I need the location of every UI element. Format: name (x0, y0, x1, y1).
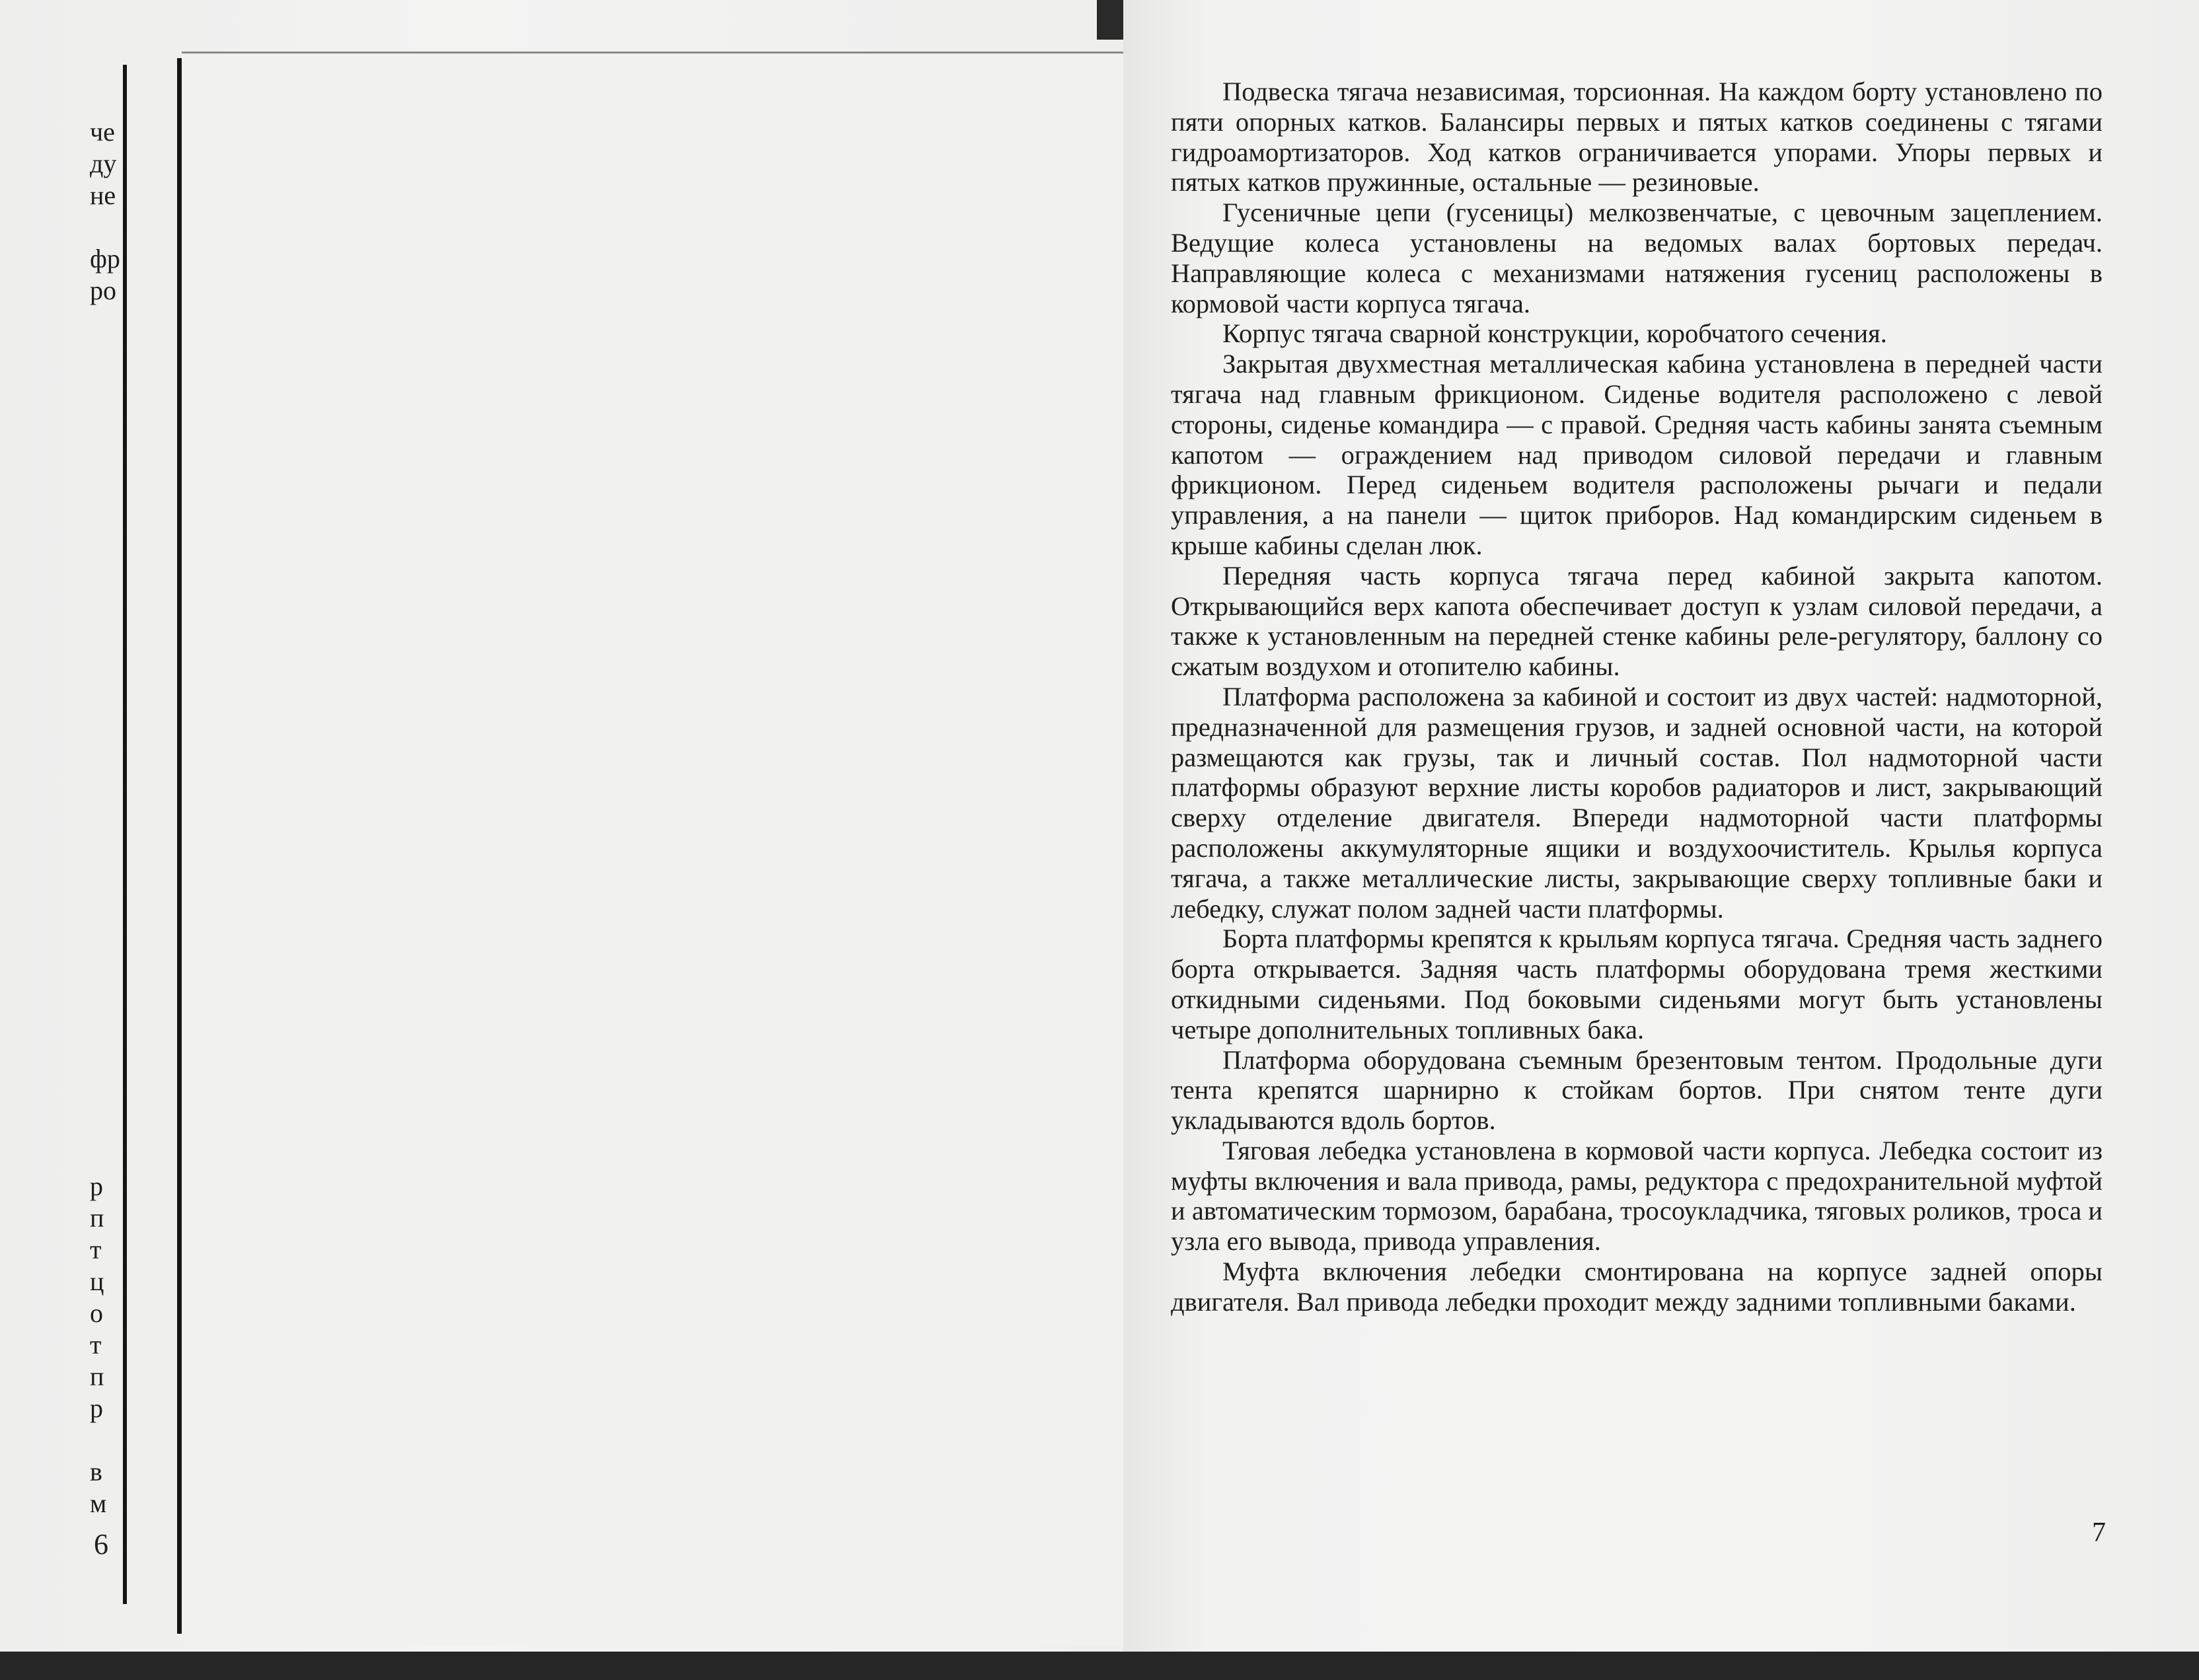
book-bottom-edge (0, 1652, 2199, 1680)
text-fragment: т (90, 1330, 102, 1360)
text-fragment: ц (90, 1266, 104, 1296)
inner-sheet-edge-line (177, 58, 182, 1634)
left-text-fragments-middle (90, 243, 126, 307)
text-fragment: че (90, 117, 115, 147)
paragraph: Платформа оборудована съемным брезентовым тентом. Продольные дуги тента крепятся шарнирно к стойкам бортов. При снятом тенте дуги укладываются вдоль бортов. (1171, 1044, 2103, 1136)
left-page-number: 6 (94, 1528, 108, 1560)
text-fragment: ду (90, 149, 117, 178)
paragraph: Подвеска тягача независимая, торсионная. На каждом борту установлено по пяти опорных катков. Балансиры первых и пятых катков соединены с тягами гидроамортизаторов. Ход катков ограничивается упорами. Упоры первых и пятых катков пружинные, остальные — резиновые. (1171, 77, 2103, 198)
text-fragment: не (90, 180, 116, 210)
body-text (1171, 77, 2103, 1317)
right-page-number: 7 (2092, 1517, 2106, 1548)
text-fragment: р (90, 1171, 103, 1201)
book-spine (1097, 0, 1123, 40)
text-fragment: р (90, 1393, 103, 1423)
text-fragment: фр (90, 244, 120, 274)
paragraph: Закрытая двухместная металлическая кабина установлена в передней части тягача над главным фрикционом. Сиденье водителя расположено с левой стороны, сиденье командира — с правой. Средняя часть кабины занята съемным капотом — ограждением над приводом силовой передачи и главным фрикционом. Перед сиденьем водителя расположены рычаги и педали управления, а на панели — щиток приборов. Над командирским сиденьем в крыше кабины сделан люк. (1171, 349, 2103, 560)
paragraph: Корпус тягача сварной конструкции, коробчатого сечения. (1222, 318, 1887, 349)
paragraph: Платформа расположена за кабиной и состоит из двух частей: надмоторной, предназначенной для размещения грузов, и задней основной части, на которой размещаются как грузы, так и личный состав. Пол надмоторной части платформы образуют верхние листы коробов радиаторов и лист, закрывающий сверху отделение двигателя. Впереди надмоторной части платформы расположены аккумуляторные ящики и воздухоочиститель. Крылья корпуса тягача, а также металлические листы, закрывающие сверху топливные баки и лебедку, служат полом задней части платформы. (1171, 681, 2103, 924)
page-edge-line (123, 65, 127, 1604)
paragraph: Борта платформы крепятся к крыльям корпуса тягача. Средняя часть заднего борта открывается. Задняя часть платформы оборудована тремя жесткими откидными сиденьями. Под боковыми сиденьями могут быть установлены четыре дополнительных топливных бака. (1171, 924, 2103, 1044)
left-text-fragments-bottom (90, 1171, 126, 1519)
paragraph: Тяговая лебедка установлена в кормовой части корпуса. Лебедка состоит из муфты включения и вала привода, рамы, редуктора с предохранительной муфтой и автоматическим тормозом, барабана, тросоукладчика, тяговых роликов, троса и узла его вывода, привода управления. (1171, 1135, 2103, 1257)
text-fragment: в (90, 1457, 102, 1486)
text-fragment (90, 1424, 126, 1456)
left-text-fragments-top (90, 116, 126, 211)
text-fragment: о (90, 1298, 103, 1328)
blank-inner-sheet (182, 52, 1140, 1646)
text-fragment: м (90, 1488, 107, 1518)
paragraph: Гусеничные цепи (гусеницы) мелкозвенчатые, с цевочным зацеплением. Ведущие колеса установлены на ведомых валах бортовых передач. Направляющие колеса с механизмами натяжения гусениц расположены в кормовой части корпуса тягача. (1171, 198, 2103, 318)
paragraph: Муфта включения лебедки смонтирована на корпусе задней опоры двигателя. Вал привода лебедки проходит между задними топливными баками. (1171, 1257, 2103, 1317)
text-fragment: т (90, 1235, 102, 1264)
text-fragment: п (90, 1203, 104, 1233)
text-fragment: п (90, 1362, 104, 1391)
paragraph: Передняя часть корпуса тягача перед кабиной закрыта капотом. Открывающийся верх капота обеспечивает доступ к узлам силовой передачи, а также к установленным на передней стенке кабины реле-регулятору, баллону со сжатым воздухом и отопителю кабины. (1171, 560, 2103, 682)
text-fragment: ро (90, 275, 116, 305)
